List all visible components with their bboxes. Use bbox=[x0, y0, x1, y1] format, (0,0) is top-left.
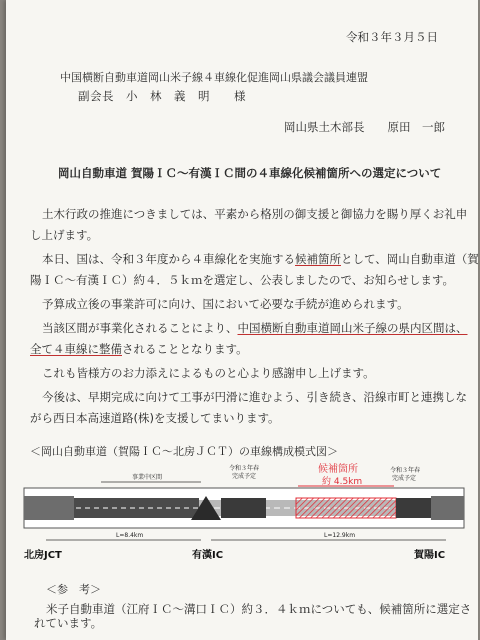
document-title: 岡山自動車道 賀陽ＩＣ～有漢ＩＣ間の４車線化候補箇所への選定について bbox=[58, 166, 442, 180]
paragraph-2-line-1 bbox=[30, 252, 479, 266]
addressee-organization: 中国横断自動車道岡山米子線４車線化促進岡山県議会議員連盟 bbox=[60, 71, 368, 84]
r3-right-label-1: 令和３年春 bbox=[390, 467, 421, 474]
sender-name: 岡山県土木部長 原田 一郎 bbox=[284, 120, 445, 134]
document-date: 令和３年３月５日 bbox=[346, 30, 438, 44]
diagram-title: ＜岡山自動車道（賀陽ＩＣ～北房ＪＣＴ）の車線構成模式図＞ bbox=[30, 445, 338, 458]
section-label: 事業中区間 bbox=[132, 474, 163, 481]
r3-left-label-2: 完成予定 bbox=[232, 473, 257, 480]
paragraph-1-line-1: 土木行政の推進につきましては、平素から格別の御支援と御協力を賜り厚くお礼申 bbox=[42, 207, 468, 221]
r3-right-section bbox=[396, 498, 431, 518]
notes-line-2: れています。 bbox=[34, 616, 103, 630]
r3-left-label-1: 令和３年春 bbox=[229, 465, 260, 472]
candidate-underlined: 候補箇所 bbox=[295, 252, 341, 266]
paragraph-2-text: 本日、国は、令和３年度から４車線化を実施する bbox=[42, 252, 295, 266]
place-label-left: 北房JCT bbox=[24, 550, 62, 561]
lane-diagram bbox=[6, 460, 478, 570]
notes-heading: ＜参 考＞ bbox=[46, 583, 101, 596]
prefecture-section-underlined: 中国横断自動車道岡山米子線の県内区間は、 bbox=[237, 321, 468, 335]
notes-body bbox=[34, 602, 472, 630]
left-four-lane bbox=[24, 496, 74, 520]
paragraph-2-text-cont: として、岡山自動車道（賀 bbox=[341, 252, 479, 266]
document-page bbox=[6, 0, 478, 640]
dist-right-label: L=12.9km bbox=[324, 532, 356, 539]
candidate-section bbox=[296, 498, 396, 518]
notes-line-1: 米子自動車道（江府ＩＣ～溝口ＩＣ）約３．４ｋｍについても、候補箇所に選定さ bbox=[46, 602, 472, 616]
right-four-lane bbox=[431, 496, 464, 520]
paragraph-2-line-2: 陽ＩＣ～有漢ＩＣ）約４．５ｋｍを選定し、公表しましたので、お知らせします。 bbox=[30, 273, 455, 287]
dist-left-label: L=8.4km bbox=[116, 532, 144, 539]
paragraph-6-line-1: 今後は、早期完成に向けて工事が円滑に進むよう、引き続き、沿線市町と連携しな bbox=[42, 390, 468, 404]
paragraph-4-text: 当該区間が事業化されることにより、 bbox=[42, 321, 238, 335]
place-label-right: 賀陽IC bbox=[414, 550, 446, 561]
addressee-name: 副会長 小 林 義 明 様 bbox=[78, 89, 246, 103]
four-lane-underlined: 全て４車線に整備 bbox=[30, 342, 122, 356]
place-label-mid: 有漢IC bbox=[192, 550, 224, 561]
paragraph-1-line-2: し上げます。 bbox=[30, 228, 99, 242]
paragraph-4-line-1 bbox=[30, 321, 468, 335]
construction-section bbox=[74, 498, 199, 518]
candidate-length: 約 4.5km bbox=[322, 477, 363, 487]
r3-right-label-2: 完成予定 bbox=[392, 475, 417, 482]
paragraph-4-line-2 bbox=[30, 342, 450, 356]
paragraph-6-line-2: がら西日本高速道路(株)を支援してまいります。 bbox=[30, 411, 280, 425]
paragraph-3: 予算成立後の事業許可に向け、国において必要な手続が進められます。 bbox=[42, 297, 409, 311]
candidate-label: 候補箇所 bbox=[318, 464, 358, 475]
r3-left-section bbox=[221, 498, 266, 518]
paragraph-4-text-cont: されることとなります。 bbox=[122, 342, 248, 356]
paragraph-5: これも皆様方のお力添えによるものと心より感謝申し上げます。 bbox=[42, 366, 375, 380]
